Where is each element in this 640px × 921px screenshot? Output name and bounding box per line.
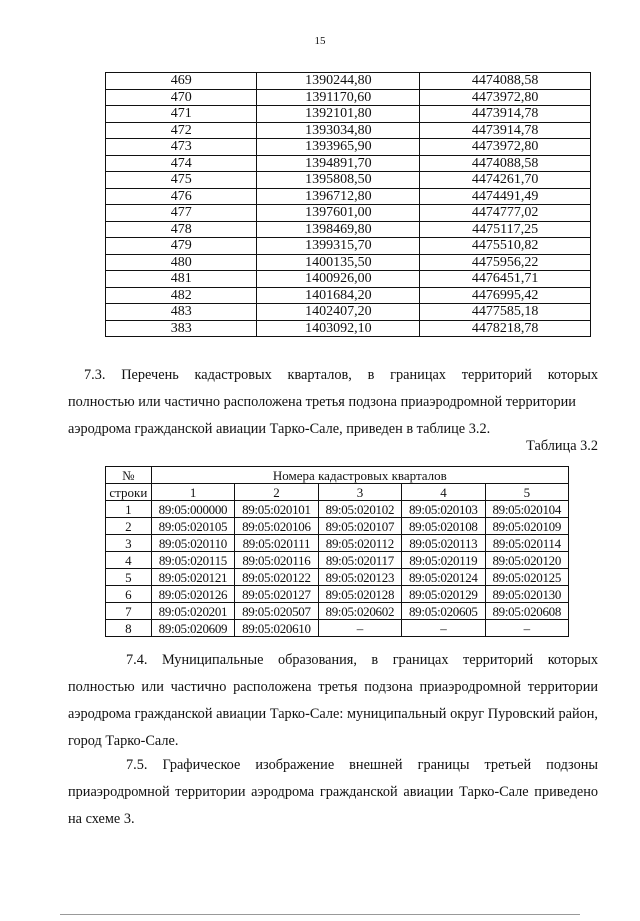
paragraph-7-3-rest: полностью или частично расположена третья подзона приаэродромной территории аэродрома гражданской авиации Тарко-Сале, приведен в таблице 3.2. [68, 394, 576, 437]
point-number-cell: 479 [106, 238, 257, 255]
cadastral-number-cell: 89:05:020125 [485, 569, 568, 586]
cadastral-number-cell: 89:05:020104 [485, 501, 568, 518]
table-row [106, 552, 569, 569]
cadastral-number-cell: 89:05:020507 [235, 603, 318, 620]
x-coordinate-cell: 1393034,80 [257, 122, 420, 139]
paragraph-7-4: 7.4. Муниципальные образования, в границах территорий которых полностью или частично расположена третья подзона приаэродромной территории аэродрома гражданской авиации Тарко-Сале: муниципальный округ Пуровский район, город Тарко-Сале. [68, 652, 598, 749]
cadastral-number-cell: 89:05:020112 [318, 535, 401, 552]
cadastral-number-cell: – [402, 620, 485, 637]
cadastral-number-cell: 89:05:020111 [235, 535, 318, 552]
cadastral-number-cell: 89:05:020610 [235, 620, 318, 637]
coordinates-table [105, 72, 591, 337]
y-coordinate-cell: 4478218,78 [420, 320, 591, 337]
paragraph-7-3-line1: 7.3. Перечень кадастровых кварталов, в границах территорий которых [84, 367, 598, 383]
row-number-cell: 4 [106, 552, 152, 569]
cadastral-number-cell: 89:05:020129 [402, 586, 485, 603]
table-row [106, 320, 591, 337]
cadastral-number-cell: 89:05:020126 [151, 586, 234, 603]
cadastral-number-cell: 89:05:020124 [402, 569, 485, 586]
table-row [106, 287, 591, 304]
y-coordinate-cell: 4473914,78 [420, 106, 591, 123]
row-number-cell: 5 [106, 569, 152, 586]
y-coordinate-cell: 4477585,18 [420, 304, 591, 321]
y-coordinate-cell: 4474088,58 [420, 155, 591, 172]
table-column-row [106, 484, 569, 501]
cadastral-number-cell: 89:05:020602 [318, 603, 401, 620]
point-number-cell: 478 [106, 221, 257, 238]
header-no: № [106, 467, 152, 484]
row-number-cell: 8 [106, 620, 152, 637]
x-coordinate-cell: 1401684,20 [257, 287, 420, 304]
point-number-cell: 481 [106, 271, 257, 288]
cadastral-number-cell: 89:05:020115 [151, 552, 234, 569]
cadastral-number-cell: 89:05:020106 [235, 518, 318, 535]
cadastral-number-cell: 89:05:020120 [485, 552, 568, 569]
x-coordinate-cell: 1394891,70 [257, 155, 420, 172]
header-group: Номера кадастровых кварталов [151, 467, 568, 484]
y-coordinate-cell: 4475117,25 [420, 221, 591, 238]
cadastral-number-cell: 89:05:020128 [318, 586, 401, 603]
paragraph-7-5-line1: 7.5. Графическое изображение внешней границы третьей подзоны [126, 757, 598, 773]
table-row [106, 106, 591, 123]
table-row [106, 603, 569, 620]
paragraph-7-5-rest: приаэродромной территории аэродрома гражданской авиации Тарко-Сале приведено на схеме 3. [68, 784, 598, 827]
cadastral-number-cell: 89:05:000000 [151, 501, 234, 518]
cadastral-number-cell: 89:05:020113 [402, 535, 485, 552]
table-row [106, 188, 591, 205]
paragraph-7-3 [68, 362, 598, 443]
cadastral-number-cell: 89:05:020107 [318, 518, 401, 535]
cadastral-number-cell: 89:05:020105 [151, 518, 234, 535]
table-row [106, 586, 569, 603]
y-coordinate-cell: 4476995,42 [420, 287, 591, 304]
x-coordinate-cell: 1395808,50 [257, 172, 420, 189]
y-coordinate-cell: 4473972,80 [420, 89, 591, 106]
row-number-cell: 1 [106, 501, 152, 518]
cadastral-number-cell: 89:05:020119 [402, 552, 485, 569]
table-row [106, 518, 569, 535]
point-number-cell: 477 [106, 205, 257, 222]
x-coordinate-cell: 1396712,80 [257, 188, 420, 205]
x-coordinate-cell: 1397601,00 [257, 205, 420, 222]
table-row [106, 254, 591, 271]
x-coordinate-cell: 1403092,10 [257, 320, 420, 337]
point-number-cell: 469 [106, 73, 257, 90]
cadastral-number-cell: 89:05:020117 [318, 552, 401, 569]
table-row [106, 73, 591, 90]
x-coordinate-cell: 1400135,50 [257, 254, 420, 271]
x-coordinate-cell: 1392101,80 [257, 106, 420, 123]
cadastral-number-cell: 89:05:020108 [402, 518, 485, 535]
row-number-cell: 7 [106, 603, 152, 620]
cadastral-number-cell: 89:05:020101 [235, 501, 318, 518]
page-number: 15 [314, 35, 326, 47]
table-row [106, 238, 591, 255]
table-row [106, 304, 591, 321]
point-number-cell: 383 [106, 320, 257, 337]
x-coordinate-cell: 1391170,60 [257, 89, 420, 106]
scan-edge-line [60, 914, 580, 915]
point-number-cell: 472 [106, 122, 257, 139]
y-coordinate-cell: 4474777,02 [420, 205, 591, 222]
y-coordinate-cell: 4475956,22 [420, 254, 591, 271]
cadastral-number-cell: 89:05:020605 [402, 603, 485, 620]
y-coordinate-cell: 4473914,78 [420, 122, 591, 139]
cadastral-number-cell: 89:05:020123 [318, 569, 401, 586]
cadastral-number-cell: 89:05:020609 [151, 620, 234, 637]
table-row [106, 271, 591, 288]
point-number-cell: 473 [106, 139, 257, 156]
table-row [106, 501, 569, 518]
point-number-cell: 483 [106, 304, 257, 321]
cadastral-number-cell: 89:05:020116 [235, 552, 318, 569]
y-coordinate-cell: 4475510,82 [420, 238, 591, 255]
cadastral-number-cell: 89:05:020122 [235, 569, 318, 586]
cadastral-number-cell: 89:05:020121 [151, 569, 234, 586]
table-row [106, 89, 591, 106]
table-row [106, 205, 591, 222]
x-coordinate-cell: 1399315,70 [257, 238, 420, 255]
x-coordinate-cell: 1390244,80 [257, 73, 420, 90]
y-coordinate-cell: 4474261,70 [420, 172, 591, 189]
point-number-cell: 475 [106, 172, 257, 189]
table-caption: Таблица 3.2 [526, 438, 598, 454]
table-row [106, 139, 591, 156]
point-number-cell: 470 [106, 89, 257, 106]
y-coordinate-cell: 4474491,49 [420, 188, 591, 205]
point-number-cell: 471 [106, 106, 257, 123]
cadastral-quarters-table [105, 466, 569, 637]
y-coordinate-cell: 4473972,80 [420, 139, 591, 156]
cadastral-number-cell: 89:05:020127 [235, 586, 318, 603]
column-number-header: 1 [151, 484, 234, 501]
table-row [106, 535, 569, 552]
row-number-cell: 3 [106, 535, 152, 552]
cadastral-number-cell: 89:05:020201 [151, 603, 234, 620]
point-number-cell: 474 [106, 155, 257, 172]
y-coordinate-cell: 4474088,58 [420, 73, 591, 90]
column-number-header: 3 [318, 484, 401, 501]
column-number-header: 5 [485, 484, 568, 501]
row-number-cell: 6 [106, 586, 152, 603]
paragraph-7-5 [68, 752, 598, 833]
cadastral-number-cell: 89:05:020130 [485, 586, 568, 603]
row-number-cell: 2 [106, 518, 152, 535]
cadastral-number-cell: 89:05:020102 [318, 501, 401, 518]
header-row: строки [106, 484, 152, 501]
cadastral-number-cell: 89:05:020103 [402, 501, 485, 518]
cadastral-number-cell: – [485, 620, 568, 637]
column-number-header: 4 [402, 484, 485, 501]
table-row [106, 221, 591, 238]
cadastral-number-cell: 89:05:020110 [151, 535, 234, 552]
x-coordinate-cell: 1398469,80 [257, 221, 420, 238]
cadastral-number-cell: 89:05:020114 [485, 535, 568, 552]
column-number-header: 2 [235, 484, 318, 501]
table-row [106, 155, 591, 172]
y-coordinate-cell: 4476451,71 [420, 271, 591, 288]
table-row [106, 569, 569, 586]
point-number-cell: 480 [106, 254, 257, 271]
table-row [106, 172, 591, 189]
cadastral-number-cell: 89:05:020608 [485, 603, 568, 620]
point-number-cell: 482 [106, 287, 257, 304]
cadastral-number-cell: 89:05:020109 [485, 518, 568, 535]
table-row [106, 122, 591, 139]
table-row [106, 620, 569, 637]
cadastral-number-cell: – [318, 620, 401, 637]
x-coordinate-cell: 1400926,00 [257, 271, 420, 288]
table-header-row [106, 467, 569, 484]
point-number-cell: 476 [106, 188, 257, 205]
x-coordinate-cell: 1402407,20 [257, 304, 420, 321]
x-coordinate-cell: 1393965,90 [257, 139, 420, 156]
